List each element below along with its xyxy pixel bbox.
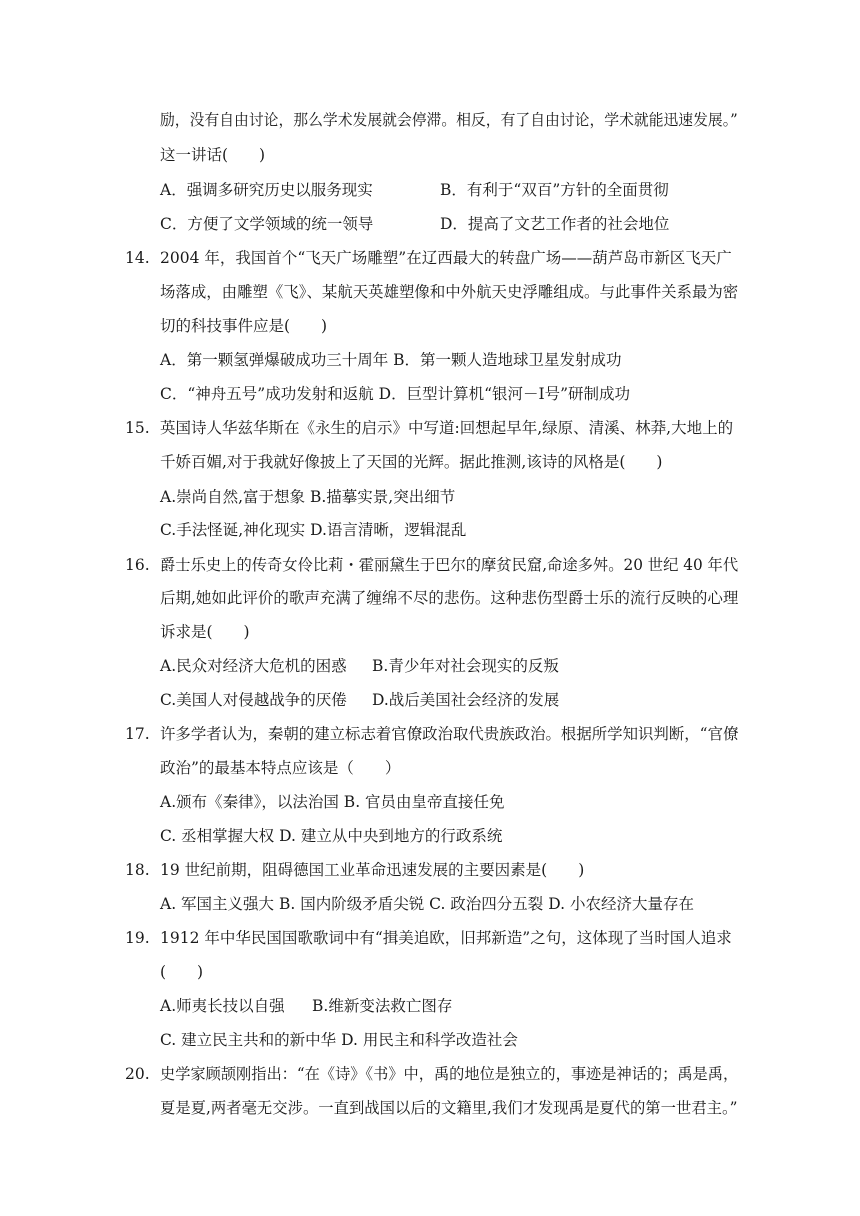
q15-options-cd: C.手法怪诞,神化现实 D.语言清晰，逻辑混乱 [160,521,467,539]
q14-options-cd: C．“神舟五号”成功发射和返航 D．巨型计算机“银河－Ⅰ号”研制成功 [160,385,631,403]
q13-line1: 励，没有自由讨论，那么学术发展就会停滞。相反，有了自由讨论，学术就能迅速发展。” [160,111,738,129]
q14-number: 14. [125,249,150,267]
q20-number: 20. [125,1065,150,1083]
q14-line3: 切的科技事件应是( ) [160,317,328,335]
q18-options-abcd: A. 军国主义强大 B. 国内阶级矛盾尖锐 C. 政治四分五裂 D. 小农经济大量存在 [160,895,694,913]
q15-line2: 千娇百媚,对于我就好像披上了天国的光辉。据此推测,该诗的风格是( ) [160,453,663,471]
q17-options-cd: C. 丞相掌握大权 D. 建立从中央到地方的行政系统 [160,827,503,845]
q18-number: 18. [125,861,150,879]
q13-option-b: B．有利于“双百”方针的全面贯彻 [440,181,669,199]
q19-option-b: B.维新变法救亡图存 [312,997,453,1015]
q16-option-a: A.民众对经济大危机的困惑 [160,657,347,675]
q15-number: 15. [125,419,150,437]
q13-option-d: D．提高了文艺工作者的社会地位 [440,215,670,233]
q16-line1: 爵士乐史上的传奇女伶比莉・霍丽黛生于巴尔的摩贫民窟,命途多舛。20 世纪 40 年代 [160,556,739,574]
q20-line2: 夏是夏,两者毫无交涉。一直到战国以后的文籍里,我们才发现禹是夏代的第一世君主。” [160,1099,738,1117]
q14-line1: 2004 年，我国首个“飞天广场雕塑”在辽西最大的转盘广场——葫芦岛市新区飞天广 [160,249,732,267]
q16-number: 16. [125,556,150,574]
q16-line3: 诉求是( ) [160,623,250,641]
q19-number: 19. [125,929,150,947]
q16-option-b: B.青少年对社会现实的反叛 [372,657,559,675]
q17-line2: 政治”的最基本特点应该是（ ） [160,759,401,777]
q16-option-d: D.战后美国社会经济的发展 [372,691,560,709]
q17-line1: 许多学者认为，秦朝的建立标志着官僚政治取代贵族政治。根据所学知识判断，“官僚 [160,725,739,743]
q19-line1: 1912 年中华民国国歌歌词中有“揖美追欧，旧邦新造”之句，这体现了当时国人追求 [160,929,732,947]
q13-option-a: A．强调多研究历史以服务现实 [160,181,373,199]
q13-line2: 这一讲话( ) [160,146,266,164]
q16-option-c: C.美国人对侵越战争的厌倦 [160,691,347,709]
q14-options-ab: A．第一颗氢弹爆破成功三十周年 B．第一颗人造地球卫星发射成功 [160,351,622,369]
q17-number: 17. [125,725,150,743]
q15-options-ab: A.崇尚自然,富于想象 B.描摹实景,突出细节 [160,488,456,506]
q19-line2: ( ) [160,963,204,981]
q17-options-ab: A.颁布《秦律》，以法治国 B. 官员由皇帝直接任免 [160,793,505,811]
q18-line1: 19 世纪前期，阻碍德国工业革命迅速发展的主要因素是( ) [160,861,585,879]
q19-options-cd: C. 建立民主共和的新中华 D. 用民主和科学改造社会 [160,1031,518,1049]
q19-option-a: A.师夷长技以自强 [160,997,285,1015]
q20-line1: 史学家顾颉刚指出：“在《诗》《书》中，禹的地位是独立的，事迹是神话的；禹是禹， [160,1065,739,1083]
q13-option-c: C．方便了文学领域的统一领导 [160,215,374,233]
q15-line1: 英国诗人华兹华斯在《永生的启示》中写道:回想起早年,绿原、清溪、林莽,大地上的 [160,419,734,437]
q16-line2: 后期,她如此评价的歌声充满了缠绵不尽的悲伤。这种悲伤型爵士乐的流行反映的心理 [160,589,739,607]
q14-line2: 场落成，由雕塑《飞》、某航天英雄塑像和中外航天史浮雕组成。与此事件关系最为密 [160,283,739,301]
